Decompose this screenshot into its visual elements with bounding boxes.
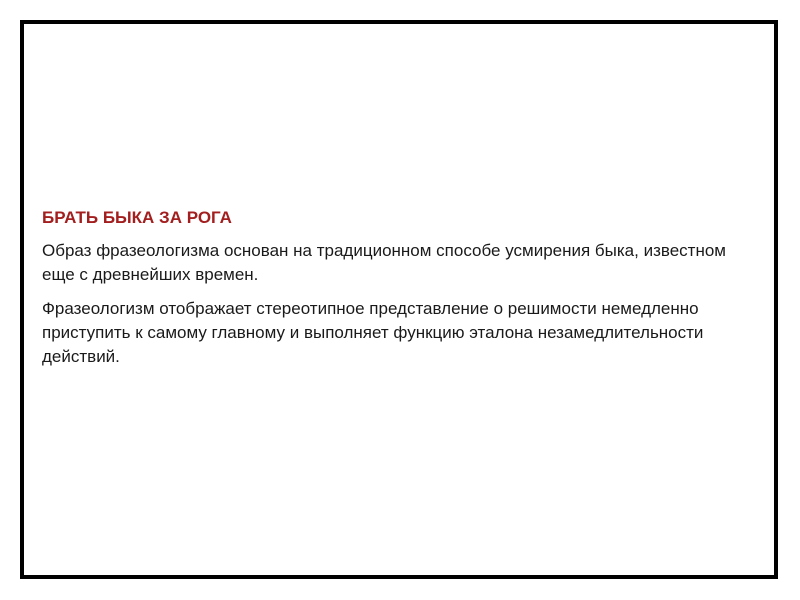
slide-content — [42, 208, 757, 379]
slide-title: БРАТЬ БЫКА ЗА РОГА — [42, 208, 232, 227]
paragraph-image-origin: Образ фразеологизма основан на традиционном способе усмирения быка, известном еще с древнейших времен. — [42, 241, 726, 284]
slide-frame — [20, 20, 778, 579]
paragraph-meaning: Фразеологизм отображает стереотипное представление о решимости немедленно приступить к самому главному и выполняет функцию эталона незамедлительности действий. — [42, 299, 704, 366]
